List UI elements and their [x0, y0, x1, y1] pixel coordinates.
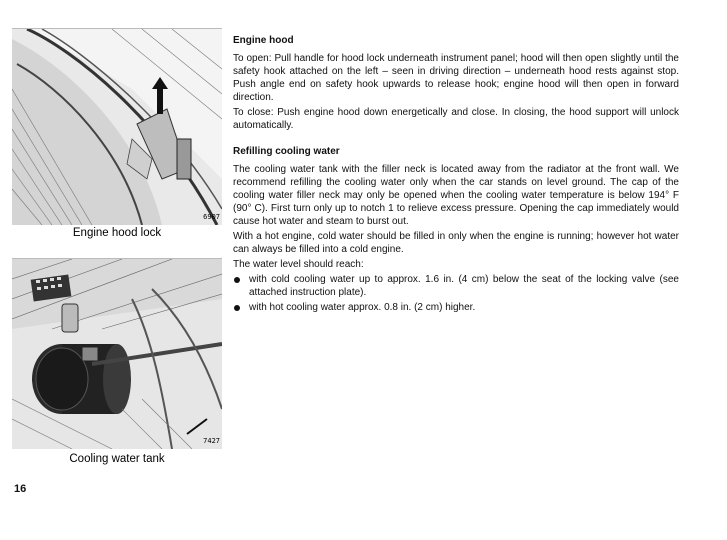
list-item-text: with hot cooling water approx. 0.8 in. (2 cm) higher.	[249, 302, 476, 313]
list-item-text: with cold cooling water up to approx. 1.6 in. (4 cm) below the seat of the locking valve (see attached instruction plate).	[249, 274, 679, 298]
figure-number: 7427	[203, 437, 220, 445]
list-item	[233, 301, 679, 314]
list-item	[233, 273, 679, 299]
figure-caption: Cooling water tank	[69, 453, 165, 465]
bullet-icon	[234, 277, 240, 283]
refilling-paragraph-2: With a hot engine, cold water should be filled in only when the engine is running; however hot water can always be filled into a cold engine.	[233, 231, 679, 255]
cooling-water-tank-illustration	[12, 259, 222, 449]
figure-caption: Engine hood lock	[72, 227, 162, 239]
cooling-water-tank-figure	[12, 258, 222, 449]
refilling-paragraph-3: The water level should reach:	[233, 259, 364, 270]
bullet-icon	[234, 305, 240, 311]
page-number: 16	[14, 483, 27, 495]
section-heading-engine-hood: Engine hood	[233, 35, 294, 46]
hood-close-paragraph: To close: Push engine hood down energetically and close. In closing, the hood support will unlock automatically.	[233, 107, 679, 131]
hood-open-paragraph: To open: Pull handle for hood lock underneath instrument panel; hood will then open slightly until the safety hook attached on the left – seen in driving direction – underneath hood rests against stop. Push angle end on safety hook upwards to release hook; engine hood will then open in forward direction.	[233, 53, 679, 103]
water-level-list	[233, 273, 679, 314]
section-spacer	[233, 134, 679, 145]
refilling-paragraph-1: The cooling water tank with the filler neck is located away from the radiator at the front wall. We recommend refilling the cooling water only when the car stands on level ground. The cap of the cooling water filler neck may only be opened when the cooling water temperature is below 194° F (90° C). First turn only up to notch 1 to relieve excess pressure. Opening the cap immediately would cause hot water and steam to burst out.	[233, 164, 679, 227]
text-column	[233, 34, 679, 316]
engine-hood-lock-figure	[12, 28, 222, 225]
section-heading-refilling: Refilling cooling water	[233, 146, 340, 157]
engine-hood-lock-illustration	[12, 29, 222, 225]
figure-number: 6907	[203, 213, 220, 221]
